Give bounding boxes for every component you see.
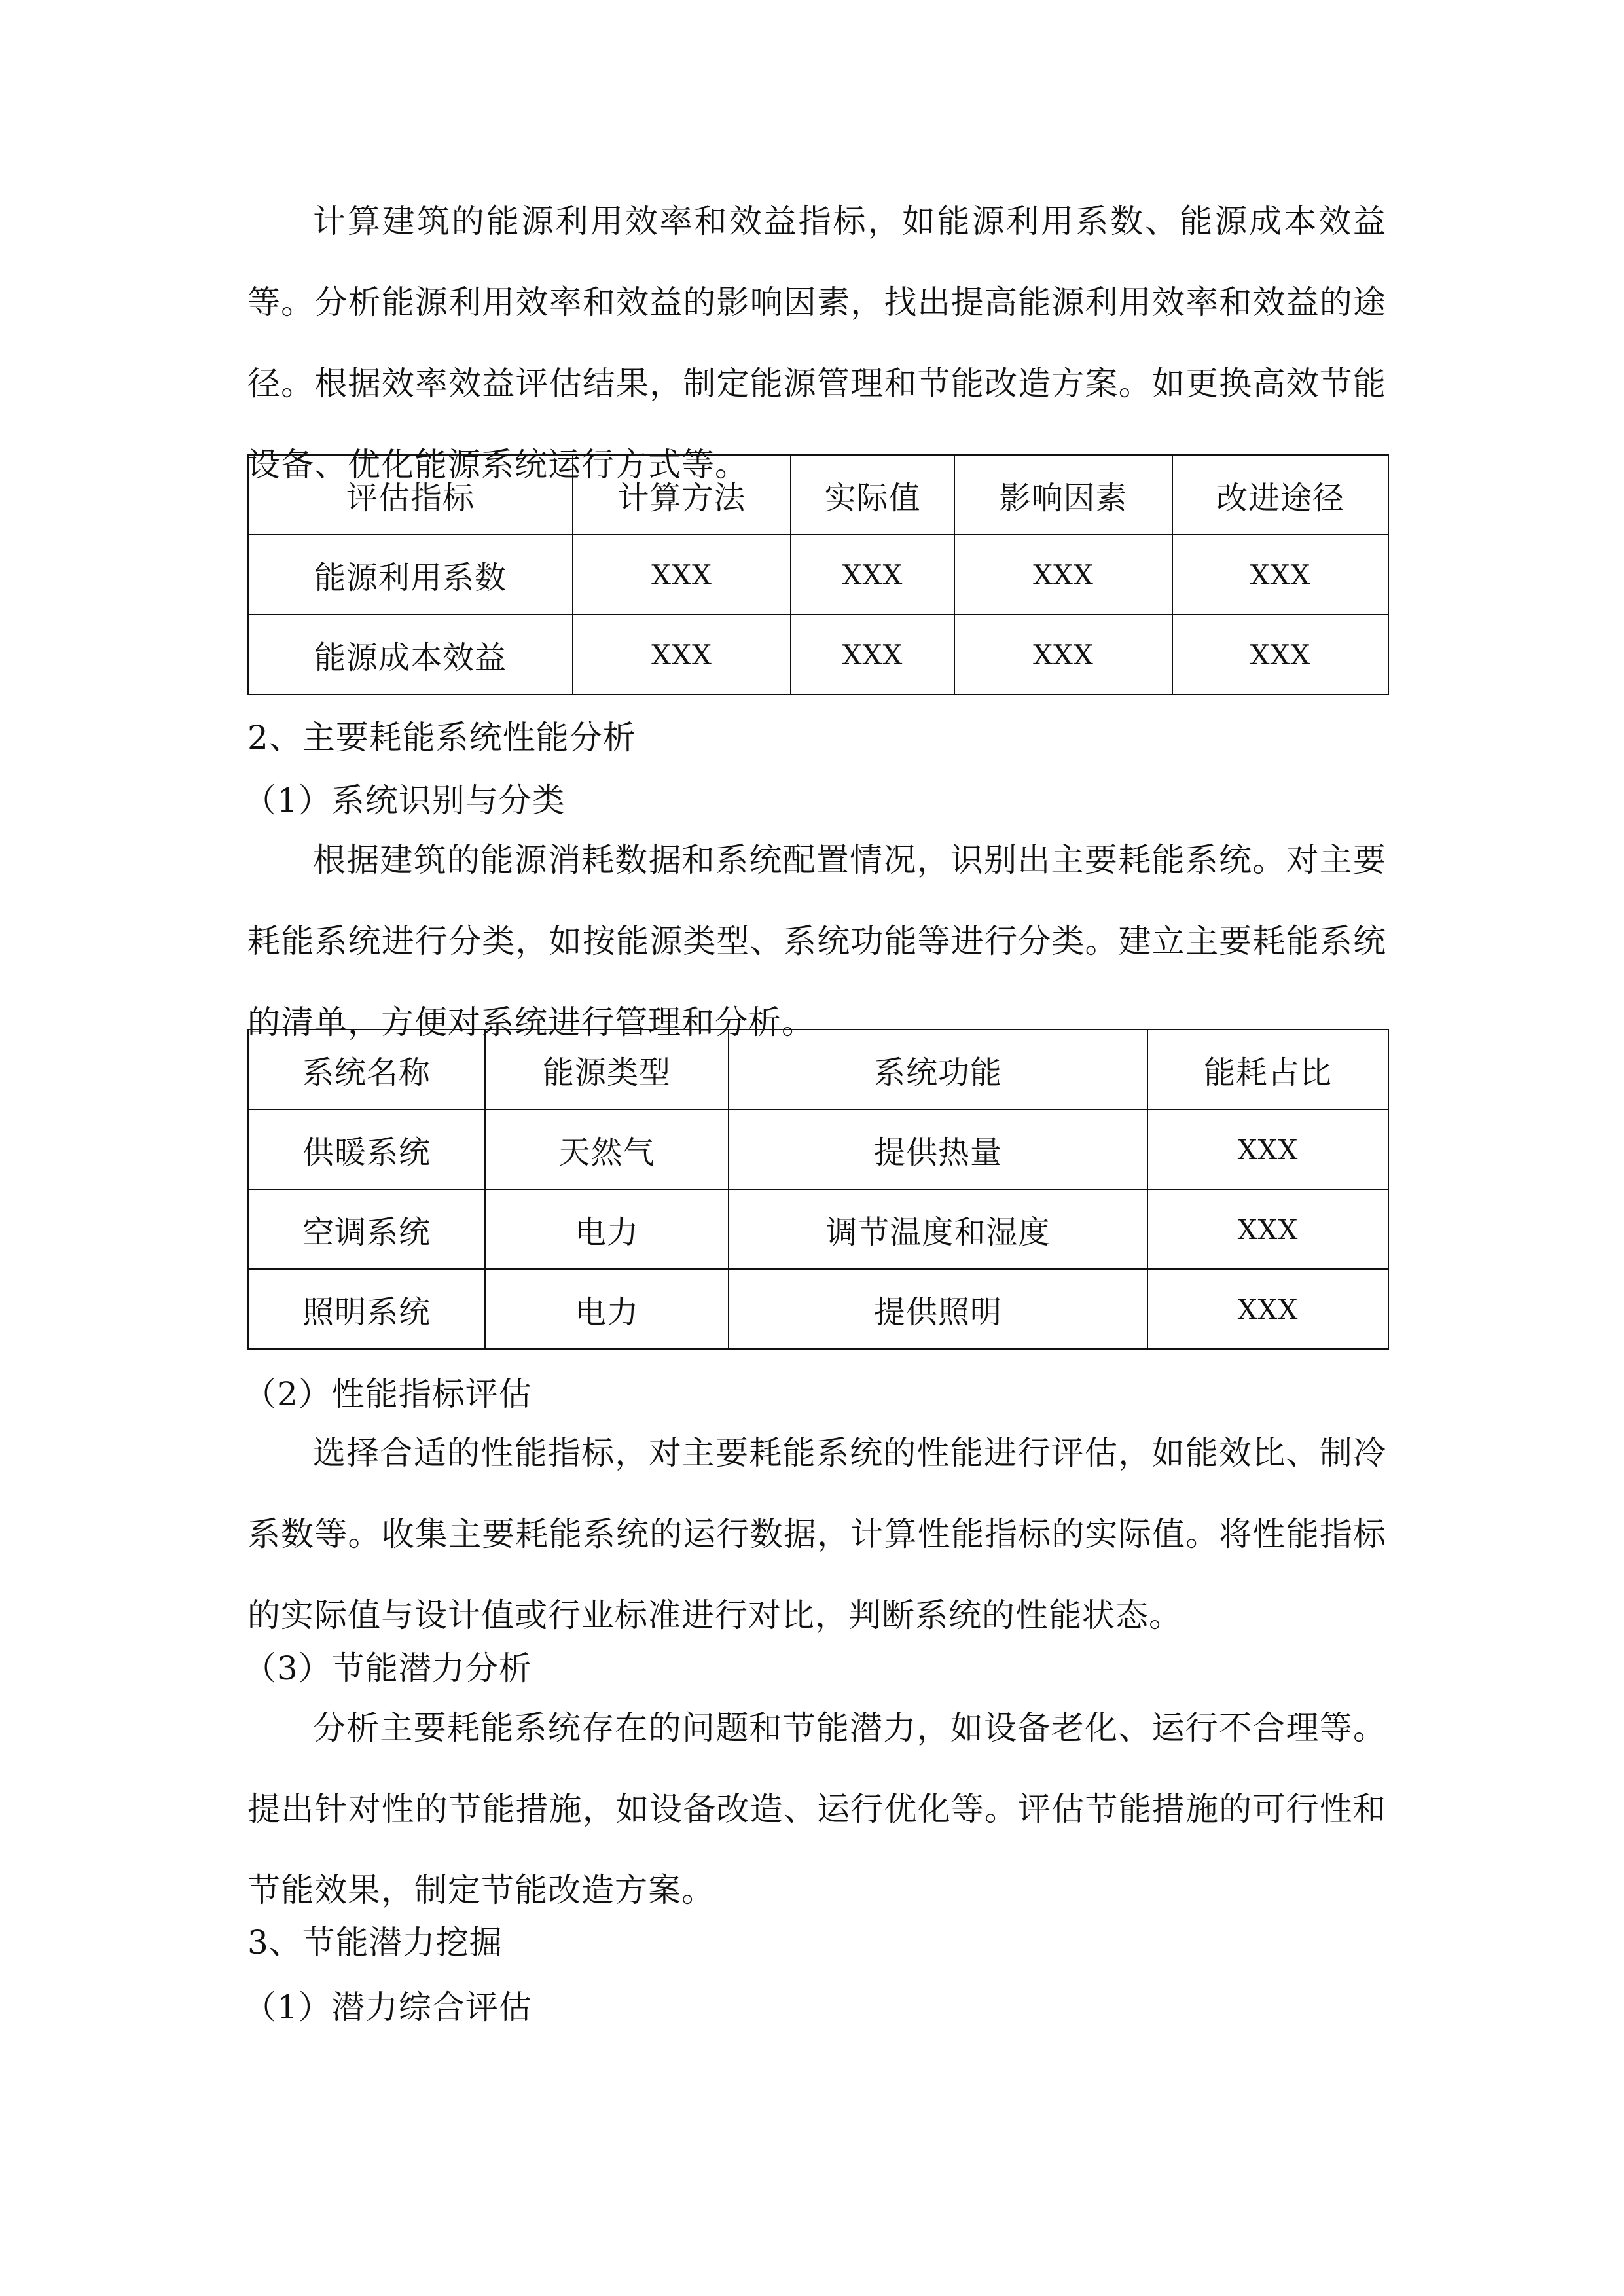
table-cell: XXX [1147, 1189, 1388, 1269]
table-row [248, 1269, 1388, 1349]
table-header-cell: 系统功能 [729, 1030, 1147, 1109]
table-cell: 电力 [485, 1189, 729, 1269]
saving-potential-paragraph: 分析主要耗能系统存在的问题和节能潜力，如设备老化、运行不合理等。提出针对性的节能措施，如设备改造、运行优化等。评估节能措施的可行性和节能效果，制定节能改造方案。 [247, 1709, 1386, 1909]
table-header-cell: 改进途径 [1172, 455, 1388, 535]
table-row [248, 1109, 1388, 1189]
table-cell: XXX [791, 615, 954, 694]
table-cell: XXX [791, 535, 954, 615]
table-row [248, 1189, 1388, 1269]
system-identification-paragraph: 根据建筑的能源消耗数据和系统配置情况，识别出主要耗能系统。对主要耗能系统进行分类，如按能源类型、系统功能等进行分类。建立主要耗能系统的清单，方便对系统进行管理和分析。 [247, 841, 1386, 1041]
table-cell: XXX [1147, 1109, 1388, 1189]
table-cell: XXX [1172, 535, 1388, 615]
table-cell: XXX [573, 535, 791, 615]
subsection-2-1-heading: （1）系统识别与分类 [244, 781, 566, 819]
table-cell: 能源成本效益 [248, 615, 573, 694]
performance-evaluation-paragraph: 选择合适的性能指标，对主要耗能系统的性能进行评估，如能效比、制冷系数等。收集主要耗能系统的运行数据，计算性能指标的实际值。将性能指标的实际值与设计值或行业标准进行对比，判断系统的性能状态。 [247, 1434, 1386, 1634]
table-header-cell: 能源类型 [485, 1030, 729, 1109]
efficiency-indicator-table [247, 454, 1389, 695]
section-2-heading: 2、主要耗能系统性能分析 [247, 719, 636, 757]
table-cell: XXX [1172, 615, 1388, 694]
table-cell: 照明系统 [248, 1269, 485, 1349]
table-row [248, 615, 1388, 694]
energy-system-table [247, 1029, 1389, 1350]
table-cell: 调节温度和湿度 [729, 1189, 1147, 1269]
table-cell: 提供照明 [729, 1269, 1147, 1349]
table-header-cell: 计算方法 [573, 455, 791, 535]
subsection-2-3-heading: （3）节能潜力分析 [244, 1649, 532, 1687]
table-cell: 提供热量 [729, 1109, 1147, 1189]
table-header-cell: 能耗占比 [1147, 1030, 1388, 1109]
table-row [248, 535, 1388, 615]
section-3-heading: 3、节能潜力挖掘 [247, 1924, 503, 1962]
table-header-row [248, 1030, 1388, 1109]
table-cell: XXX [573, 615, 791, 694]
table-cell: 电力 [485, 1269, 729, 1349]
subsection-3-1-heading: （1）潜力综合评估 [244, 1988, 532, 2026]
table-header-row [248, 455, 1388, 535]
table-header-cell: 系统名称 [248, 1030, 485, 1109]
table-header-cell: 实际值 [791, 455, 954, 535]
table-header-cell: 影响因素 [954, 455, 1172, 535]
table-cell: 空调系统 [248, 1189, 485, 1269]
table-cell: XXX [1147, 1269, 1388, 1349]
table-cell: XXX [954, 615, 1172, 694]
table-cell: 能源利用系数 [248, 535, 573, 615]
table-cell: 天然气 [485, 1109, 729, 1189]
intro-paragraph: 计算建筑的能源利用效率和效益指标，如能源利用系数、能源成本效益等。分析能源利用效率和效益的影响因素，找出提高能源利用效率和效益的途径。根据效率效益评估结果，制定能源管理和节能改造方案。如更换高效节能设备、优化能源系统运行方式等。 [247, 202, 1386, 484]
table-cell: XXX [954, 535, 1172, 615]
subsection-2-2-heading: （2）性能指标评估 [244, 1375, 532, 1413]
table-cell: 供暖系统 [248, 1109, 485, 1189]
table-header-cell: 评估指标 [248, 455, 573, 535]
